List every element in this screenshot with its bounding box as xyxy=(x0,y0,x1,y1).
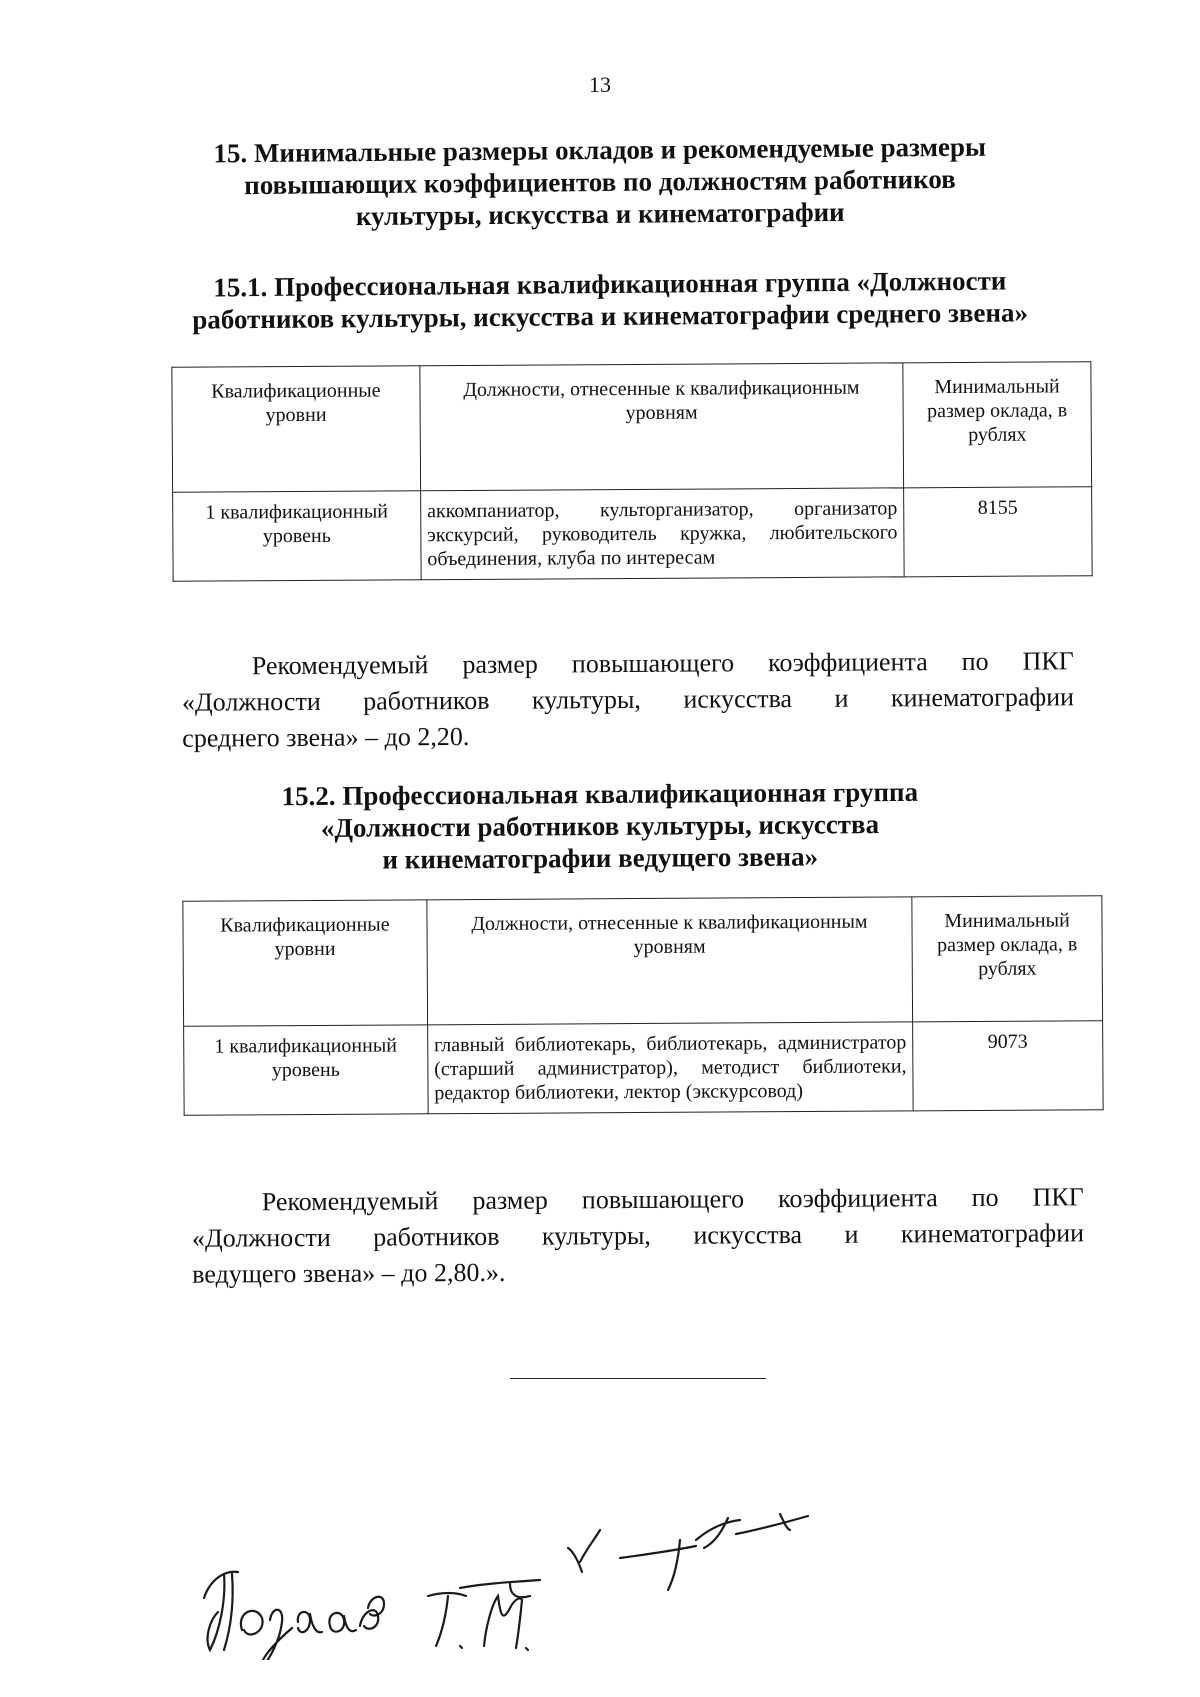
recommendation-line-1: Рекомендуемый размер повышающего коэффициента по ПКГ xyxy=(261,1182,1084,1217)
section-15-1-title xyxy=(150,264,1071,336)
header-positions: Должности, отнесенные к квалификационным уровням xyxy=(427,897,913,1025)
cell-positions: аккомпаниатор, культорганизатор, организатор экскурсий, руководитель кружка, любительского объединения, клуба по интересам xyxy=(420,488,904,580)
section-15-2-recommendation xyxy=(192,1179,1085,1292)
table-row xyxy=(173,487,1093,582)
cell-level: 1 квалификационный уровень xyxy=(173,491,421,582)
cell-positions: главный библиотекарь, библиотекарь, администратор (старший администратор), методист библиотеки, редактор библиотеки, лектор (экскурсовод) xyxy=(427,1022,913,1114)
cell-level: 1 квалификационный уровень xyxy=(184,1025,428,1115)
recommendation-line-1: Рекомендуемый размер повышающего коэффициента по ПКГ xyxy=(251,646,1074,681)
header-levels: Квалификационные уровни xyxy=(172,366,421,493)
table-header-row xyxy=(183,896,1103,1027)
recommendation-line-2: «Должности работников культуры, искусства и кинематографии xyxy=(181,682,1075,717)
section-15-title-line-3: культуры, искусства и кинематографии xyxy=(355,196,845,232)
section-15-1-title-line-1: 15.1. Профессиональная квалификационная группа «Должности xyxy=(213,265,1007,303)
separator-line xyxy=(510,1378,766,1379)
page-number: 13 xyxy=(589,72,611,97)
table-15-2 xyxy=(182,895,1103,1116)
recommendation-line-2: «Должности работников культуры, искусства и кинематографии xyxy=(191,1218,1085,1253)
table-15-1 xyxy=(171,361,1092,582)
section-15-2-title-line-3: и кинематографии ведущего звена» xyxy=(382,841,819,875)
section-15-2-title-line-1: 15.2. Профессиональная квалификационная группа xyxy=(281,776,919,812)
header-levels: Квалификационные уровни xyxy=(183,900,428,1026)
table-row xyxy=(184,1021,1104,1116)
header-salary: Минимальный размер оклада, в рублях xyxy=(912,896,1103,1022)
section-15-2-title-line-2: «Должности работников культуры, искусства xyxy=(320,809,880,843)
header-positions: Должности, отнесенные к квалификационным уровням xyxy=(420,363,904,491)
section-15-title xyxy=(160,130,1041,234)
section-15-title-line-2: повышающих коэффициентов по должностям работников xyxy=(244,163,956,201)
table-header-row xyxy=(172,362,1092,493)
cell-salary: 9073 xyxy=(913,1021,1103,1111)
recommendation-line-3: среднего звена» – до 2,20. xyxy=(182,721,470,753)
section-15-1-recommendation xyxy=(182,643,1075,756)
section-15-title-line-1: 15. Минимальные размеры окладов и рекомендуемые размеры xyxy=(213,131,987,169)
section-15-2-title xyxy=(200,775,1001,877)
section-15-1-title-line-2: работников культуры, искусства и кинематографии среднего звена» xyxy=(192,297,1029,335)
handwritten-signature xyxy=(180,1500,900,1660)
recommendation-line-3: ведущего звена» – до 2,80.». xyxy=(192,1257,506,1289)
cell-salary: 8155 xyxy=(904,487,1092,577)
header-salary: Минимальный размер оклада, в рублях xyxy=(903,362,1092,488)
